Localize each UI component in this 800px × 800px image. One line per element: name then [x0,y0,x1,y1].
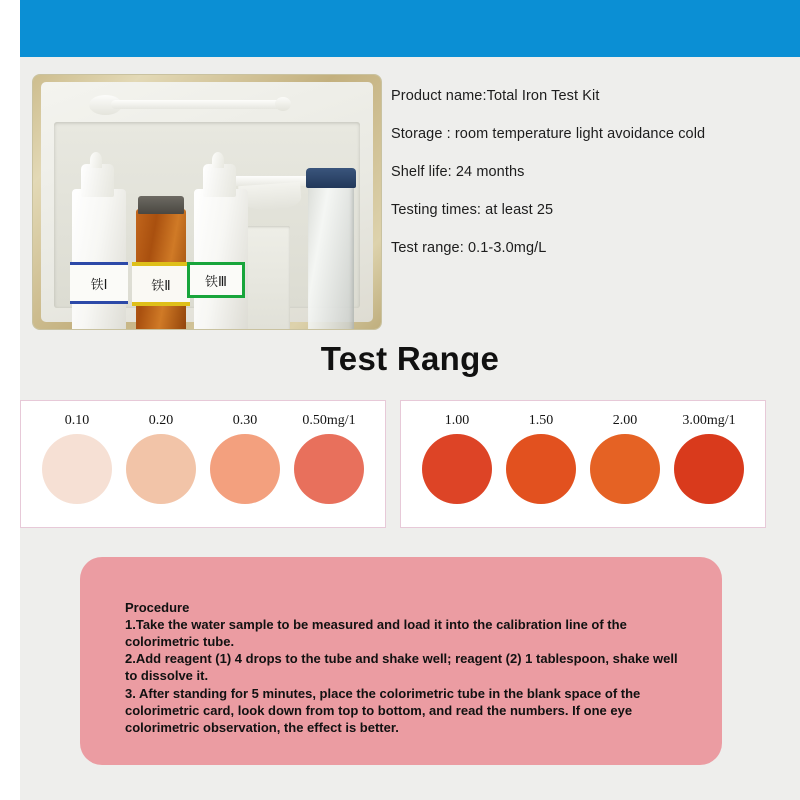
procedure-panel [80,557,722,765]
spec-storage: Storage : room temperature light avoidance cold [391,126,706,142]
swatch-dot [210,434,280,504]
swatch-low-2 [121,413,201,504]
colorimetric-tube [308,178,354,329]
swatch-dot [294,434,364,504]
swatch-high-4 [669,413,749,504]
swatch-dot [590,434,660,504]
spec-testing-times: Testing times: at least 25 [391,202,554,218]
swatch-label: 0.50mg/1 [302,413,356,428]
colorimetric-tube-cap [306,168,356,188]
product-spec-list [391,88,791,278]
color-chart-card-low [20,400,386,528]
procedure-step-3: 3. After standing for 5 minutes, place the colorimetric tube in the blank space of the colorimetric card, look down from top to bottom, and read the numbers. If one eye colorimetric observation, the effect is better. [125,685,641,735]
measuring-spoon-handle [111,100,281,109]
reagent-bottle-2-label: 铁Ⅱ [132,262,190,306]
spec-shelf-life: Shelf life: 24 months [391,164,525,180]
measuring-spoon-tip [275,97,291,111]
swatch-low-3 [205,413,285,504]
section-title-test-range: Test Range [320,340,500,377]
kit-tray [54,122,360,308]
swatch-dot [126,434,196,504]
swatch-label: 3.00mg/1 [682,413,736,428]
swatch-label: 0.20 [148,413,174,428]
swatch-label: 0.10 [64,413,90,428]
reagent-bottle-3-nozzle [212,152,224,168]
swatch-dot [42,434,112,504]
swatch-label: 1.50 [528,413,554,428]
swatch-label: 2.00 [612,413,638,428]
reagent-bottle-3 [194,189,248,329]
swatch-high-3 [585,413,665,504]
swatch-dot [422,434,492,504]
swatch-label: 0.30 [232,413,258,428]
reagent-bottle-1-nozzle [90,152,102,168]
procedure-step-1: 1.Take the water sample to be measured and load it into the calibration line of the colorimetric tube. [125,617,627,650]
product-detail-page [20,0,800,800]
reagent-bottle-1 [72,189,126,329]
procedure-step-2: 2.Add reagent (1) 4 drops to the tube and shake well; reagent (2) 1 tablespoon, shake well to dissolve it. [125,651,678,684]
swatch-row-low [35,413,371,517]
product-photo [33,75,381,329]
reagent-bottle-2-cap [138,196,184,214]
swatch-dot [674,434,744,504]
header-banner [20,0,800,57]
swatch-high-1 [417,413,497,504]
swatch-low-4 [289,413,369,504]
reagent-bottle-1-cap [81,164,114,197]
swatch-label: 1.00 [444,413,470,428]
reagent-bottle-3-cap [203,164,236,197]
spec-product-name: Product name:Total Iron Test Kit [391,88,600,104]
procedure-title: Procedure [125,600,190,615]
swatch-low-1 [37,413,117,504]
swatch-high-2 [501,413,581,504]
swatch-row-high [415,413,751,517]
reagent-bottle-3-label: 铁Ⅲ [187,262,245,298]
swatch-dot [506,434,576,504]
reagent-bottle-1-label: 铁Ⅰ [70,262,128,304]
spec-test-range: Test range: 0.1-3.0mg/L [391,240,547,256]
color-chart-card-high [400,400,766,528]
kit-case-interior [41,82,373,322]
